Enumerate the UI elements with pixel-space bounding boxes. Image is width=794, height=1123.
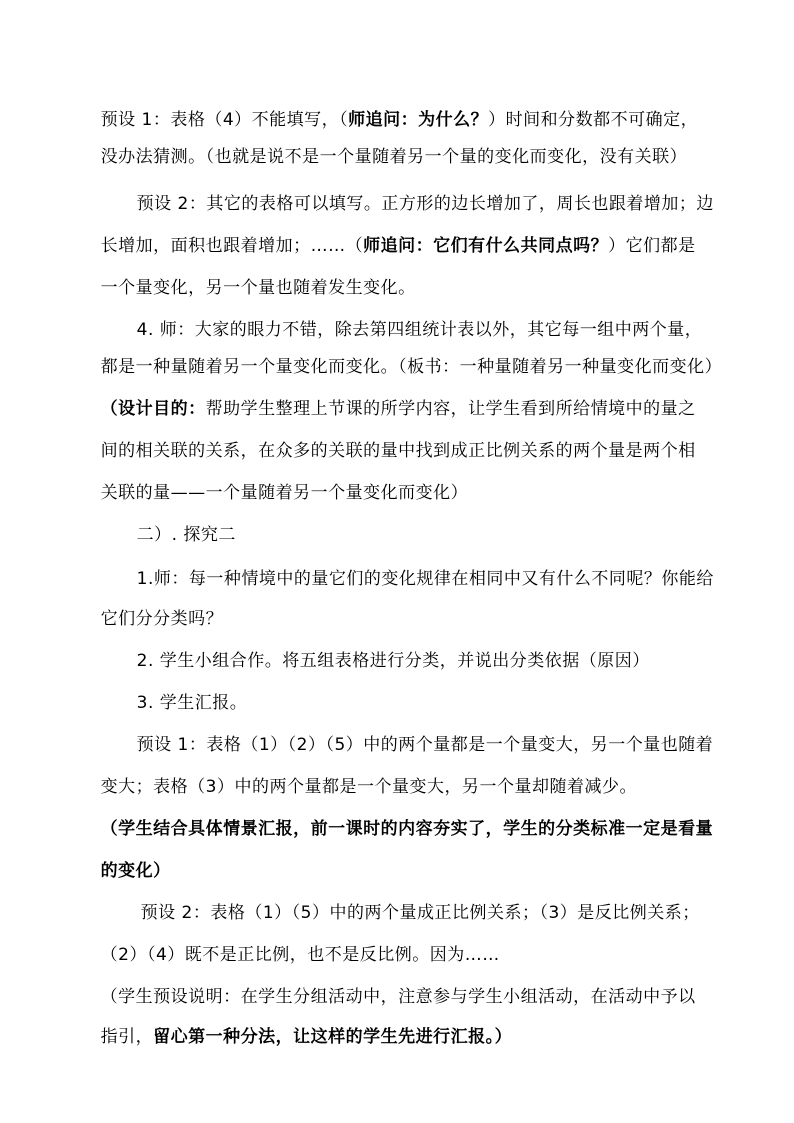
teacher-question: 师追问：为什么？ bbox=[348, 110, 489, 130]
text-run: （学生预设说明：在学生分组活动中，注意参与学生小组活动，在活动中予以 bbox=[100, 987, 696, 1007]
text-run: 预设 2：其它的表格可以填写。正方形的边长增加了，周长也跟着增加；边 bbox=[136, 194, 714, 214]
teacher-question: 师追问：它们有什么共同点吗？ bbox=[363, 236, 609, 256]
paragraph-line bbox=[77, 796, 713, 862]
paragraph-line bbox=[77, 1004, 512, 1070]
text-run: 4. 师：大家的眼力不错，除去第四组统计表以外，其它每一组中两个量， bbox=[136, 320, 703, 340]
text-run: ）时间和分数都不可确定， bbox=[488, 110, 699, 130]
text-run: 的变化） bbox=[100, 861, 171, 881]
text-run: （2）（4）既不是正比例，也不是反比例。因为…… bbox=[100, 945, 500, 965]
text-run: （学生结合具体情景汇报，前一课时的内容夯实了，学生的分类标准一定是看量 bbox=[100, 819, 714, 839]
text-run: 都是一种量随着另一个量变化而变化。（板书：一种量随着另一种量变化而变化） bbox=[100, 357, 723, 377]
text-run: 预设 1：表格（4）不能填写，（ bbox=[100, 110, 349, 130]
text-run: 留心第一种分法，让这样的学生先进行汇报。） bbox=[153, 1027, 513, 1047]
design-purpose-label: （设计目的： bbox=[100, 399, 206, 419]
text-run: 预设 1：表格（1）（2）（5）中的两个量都是一个量变大，另一个量也随着 bbox=[136, 735, 714, 755]
text-run: 它们分分类吗？ bbox=[100, 609, 224, 629]
text-run: 长增加，面积也跟着增加；……（ bbox=[100, 236, 364, 256]
text-run: 指引， bbox=[100, 1027, 154, 1047]
text-run: 一个量变化，另一个量也随着发生变化。 bbox=[100, 278, 416, 298]
text-run: ）它们都是 bbox=[608, 236, 696, 256]
text-run: 2. 学生小组合作。将五组表格进行分类，并说出分类依据（原因） bbox=[136, 651, 650, 671]
text-run: 3. 学生汇报。 bbox=[136, 693, 248, 713]
text-run: 没办法猜测。（也就是说不是一个量随着另一个量的变化而变化，没有关联） bbox=[100, 147, 688, 167]
text-run: 变大；表格（3）中的两个量都是一个量变大，另一个量却随着减少。 bbox=[100, 777, 637, 797]
text-run: 帮助学生整理上节课的所学内容，让学生看到所给情境中的量之 bbox=[205, 399, 696, 419]
text-run: 关联的量——一个量随着另一个量变化而变化） bbox=[100, 483, 469, 503]
text-run: 二）. 探究二 bbox=[136, 525, 236, 545]
text-run: 预设 2：表格（1）（5）中的两个量成正比例关系；（3）是反比例关系； bbox=[140, 903, 700, 923]
text-run: 1.师：每一种情境中的量它们的变化规律在相同中又有什么不同呢？你能给 bbox=[136, 569, 714, 589]
text-run: 间的相关联的关系，在众多的关联的量中找到成正比例关系的两个量是两个相 bbox=[100, 441, 696, 461]
